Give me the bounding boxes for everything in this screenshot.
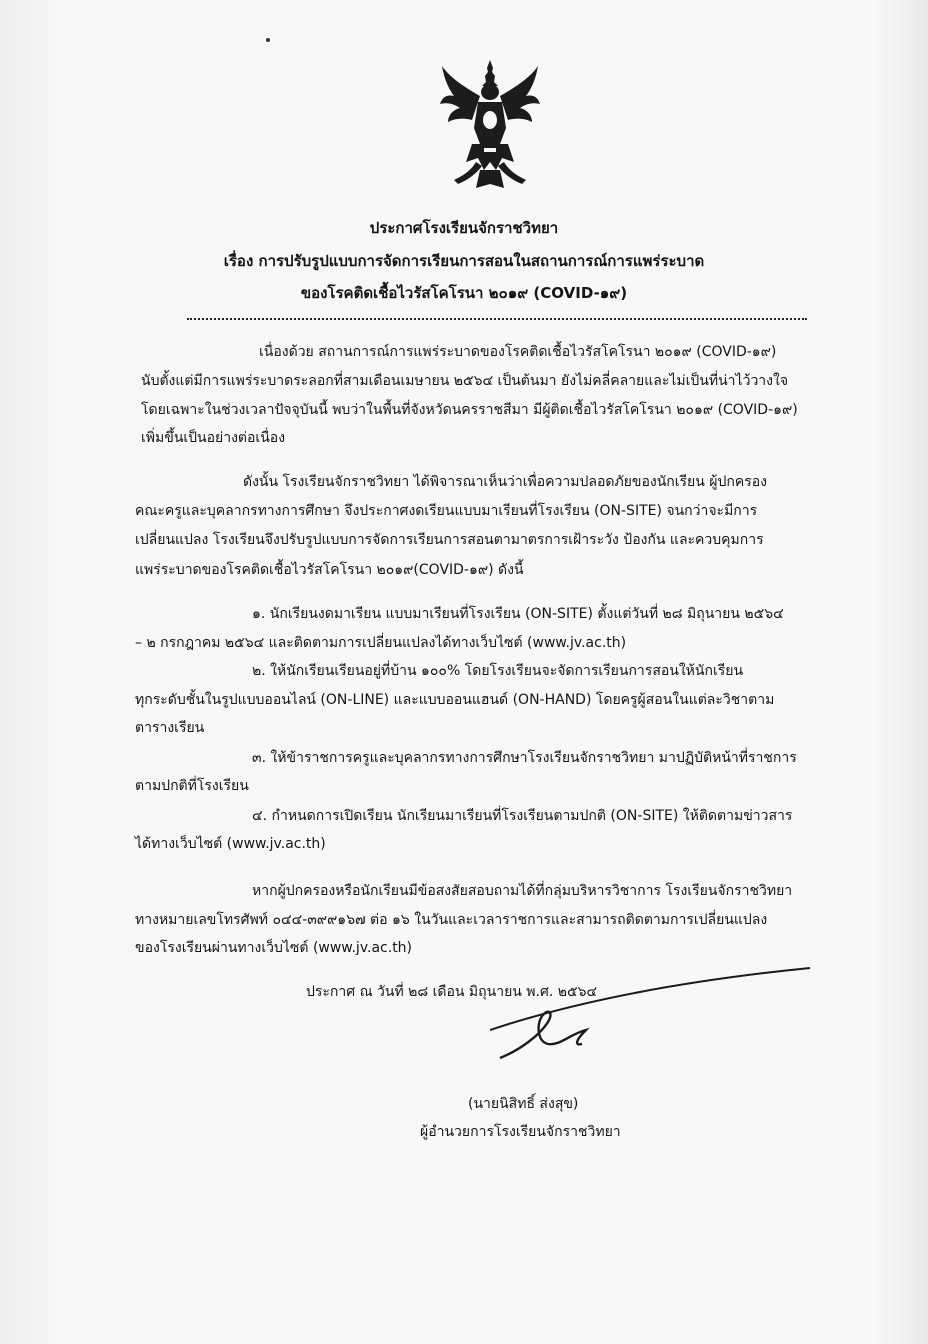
signature-icon <box>490 960 820 1080</box>
para2-line: เปลี่ยนแปลง โรงเรียนจึงปรับรูปแบบการจัดการเรียนการสอนตามาตรการเฝ้าระวัง ป้องกัน และควบคุมการ <box>135 532 764 548</box>
document-title: ประกาศโรงเรียนจักราชวิทยา <box>369 219 559 237</box>
item4-line: ๔. กำหนดการเปิดเรียน นักเรียนมาเรียนที่โรงเรียนตามปกติ (ON-SITE) ให้ติดตามข่าวสาร <box>252 808 793 824</box>
subject-line-1: เรื่อง การปรับรูปแบบการจัดการเรียนการสอนในสถานการณ์การแพร่ระบาด <box>223 252 705 270</box>
item2-line: ตารางเรียน <box>135 720 205 736</box>
item2-line: ทุกระดับชั้นในรูปแบบออนไลน์ (ON-LINE) และแบบออนแฮนด์ (ON-HAND) โดยครูผู้สอนในแต่ละวิชาตาม <box>135 692 775 708</box>
para2-line: คณะครูและบุคลากรทางการศึกษา จึงประกาศงดเรียนแบบมาเรียนที่โรงเรียน (ON-SITE) จนกว่าจะมีการ <box>135 503 758 519</box>
item3-line: ๓. ให้ข้าราชการครูและบุคลากรทางการศึกษาโรงเรียนจักราชวิทยา มาปฏิบัติหน้าที่ราชการ <box>252 750 797 766</box>
announcement-date: ประกาศ ณ วันที่ ๒๘ เดือน มิถุนายน พ.ศ. ๒๕๖๔ <box>306 984 598 1000</box>
signatory-name: (นายนิสิทธิ์ ส่งสุข) <box>468 1096 579 1112</box>
item1-line: – ๒ กรกฎาคม ๒๕๖๔ และติดตามการเปลี่ยนแปลงได้ทางเว็บไซต์ (www.jv.ac.th) <box>135 635 627 651</box>
para2-line: ดังนั้น โรงเรียนจักราชวิทยา ได้พิจารณาเห็นว่าเพื่อความปลอดภัยของนักเรียน ผู้ปกครอง <box>243 474 767 490</box>
scan-speck <box>266 38 270 42</box>
para1-line: เนื่องด้วย สถานการณ์การแพร่ระบาดของโรคติดเชื้อไวรัสโคโรนา ๒๐๑๙ (COVID-๑๙) <box>259 344 777 360</box>
signatory-position: ผู้อำนวยการโรงเรียนจักราชวิทยา <box>420 1124 621 1140</box>
para2-line: แพร่ระบาดของโรคติดเชื้อไวรัสโคโรนา ๒๐๑๙(COVID-๑๙) ดังนี้ <box>135 562 524 578</box>
item2-line: ๒. ให้นักเรียนเรียนอยู่ที่บ้าน ๑๐๐% โดยโรงเรียนจะจัดการเรียนการสอนให้นักเรียน <box>252 663 744 679</box>
para3-line: หากผู้ปกครองหรือนักเรียนมีข้อสงสัยสอบถามได้ที่กลุ่มบริหารวิชาการ โรงเรียนจักราชวิทยา <box>252 883 793 899</box>
para1-line: เพิ่มขึ้นเป็นอย่างต่อเนื่อง <box>141 430 286 446</box>
para3-line: ทางหมายเลขโทรศัพท์ ๐๔๔-๓๙๙๑๖๗ ต่อ ๑๖ ในวันและเวลาราชการและสามารถติดตามการเปลี่ยนแปลง <box>135 912 768 928</box>
item1-line: ๑. นักเรียนงดมาเรียน แบบมาเรียนที่โรงเรียน (ON-SITE) ตั้งแต่วันที่ ๒๘ มิถุนายน ๒๕๖๔ <box>252 606 784 622</box>
item3-line: ตามปกติที่โรงเรียน <box>135 778 249 794</box>
dotted-divider <box>187 318 807 320</box>
para1-line: โดยเฉพาะในช่วงเวลาปัจจุบันนี้ พบว่าในพื้นที่จังหวัดนครราชสีมา มีผู้ติดเชื้อไวรัสโคโรนา ๒๐๑๙ (COVID-๑๙) <box>141 402 798 418</box>
para1-line: นับตั้งแต่มีการแพร่ระบาดระลอกที่สามเดือนเมษายน ๒๕๖๔ เป็นต้นมา ยังไม่คลี่คลายและไม่เป็นที่น่าไว้วางใจ <box>141 373 789 389</box>
garuda-emblem-icon <box>436 58 544 193</box>
para3-line: ของโรงเรียนผ่านทางเว็บไซต์ (www.jv.ac.th) <box>135 940 413 956</box>
item4-line: ได้ทางเว็บไซต์ (www.jv.ac.th) <box>135 836 326 852</box>
subject-line-2: ของโรคติดเชื้อไวรัสโคโรนา ๒๐๑๙ (COVID-๑๙) <box>300 284 628 302</box>
